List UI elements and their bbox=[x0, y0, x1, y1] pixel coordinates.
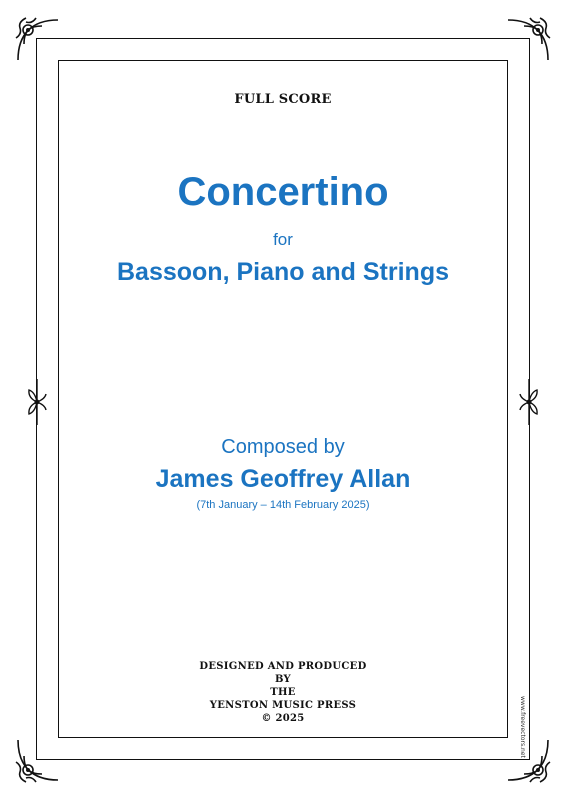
inner-border bbox=[58, 60, 508, 738]
composer-name: James Geoffrey Allan bbox=[155, 465, 411, 493]
ornament-corner-icon bbox=[502, 14, 554, 66]
credits-line: DESIGNED AND PRODUCED bbox=[199, 661, 367, 672]
ornament-corner-icon bbox=[12, 734, 64, 786]
ornament-corner-icon bbox=[12, 14, 64, 66]
instrumentation: Bassoon, Piano and Strings bbox=[117, 258, 449, 286]
credits-line: © 2025 bbox=[261, 713, 305, 724]
ornament-fleur-icon bbox=[518, 377, 540, 427]
work-title: Concertino bbox=[177, 170, 389, 214]
title-connector: for bbox=[273, 230, 293, 249]
composed-by-label: Composed by bbox=[221, 436, 345, 458]
composition-dates: (7th January – 14th February 2025) bbox=[196, 499, 370, 511]
edge-watermark-text: www.freevectors.net bbox=[519, 696, 526, 758]
ornament-fleur-icon bbox=[26, 377, 48, 427]
full-score-label: FULL SCORE bbox=[234, 92, 332, 107]
publisher-credits bbox=[58, 660, 508, 725]
credits-line: BY bbox=[274, 674, 291, 685]
credits-line: THE bbox=[270, 687, 296, 698]
ornament-corner-icon bbox=[502, 734, 554, 786]
credits-line: YENSTON MUSIC PRESS bbox=[209, 700, 357, 711]
